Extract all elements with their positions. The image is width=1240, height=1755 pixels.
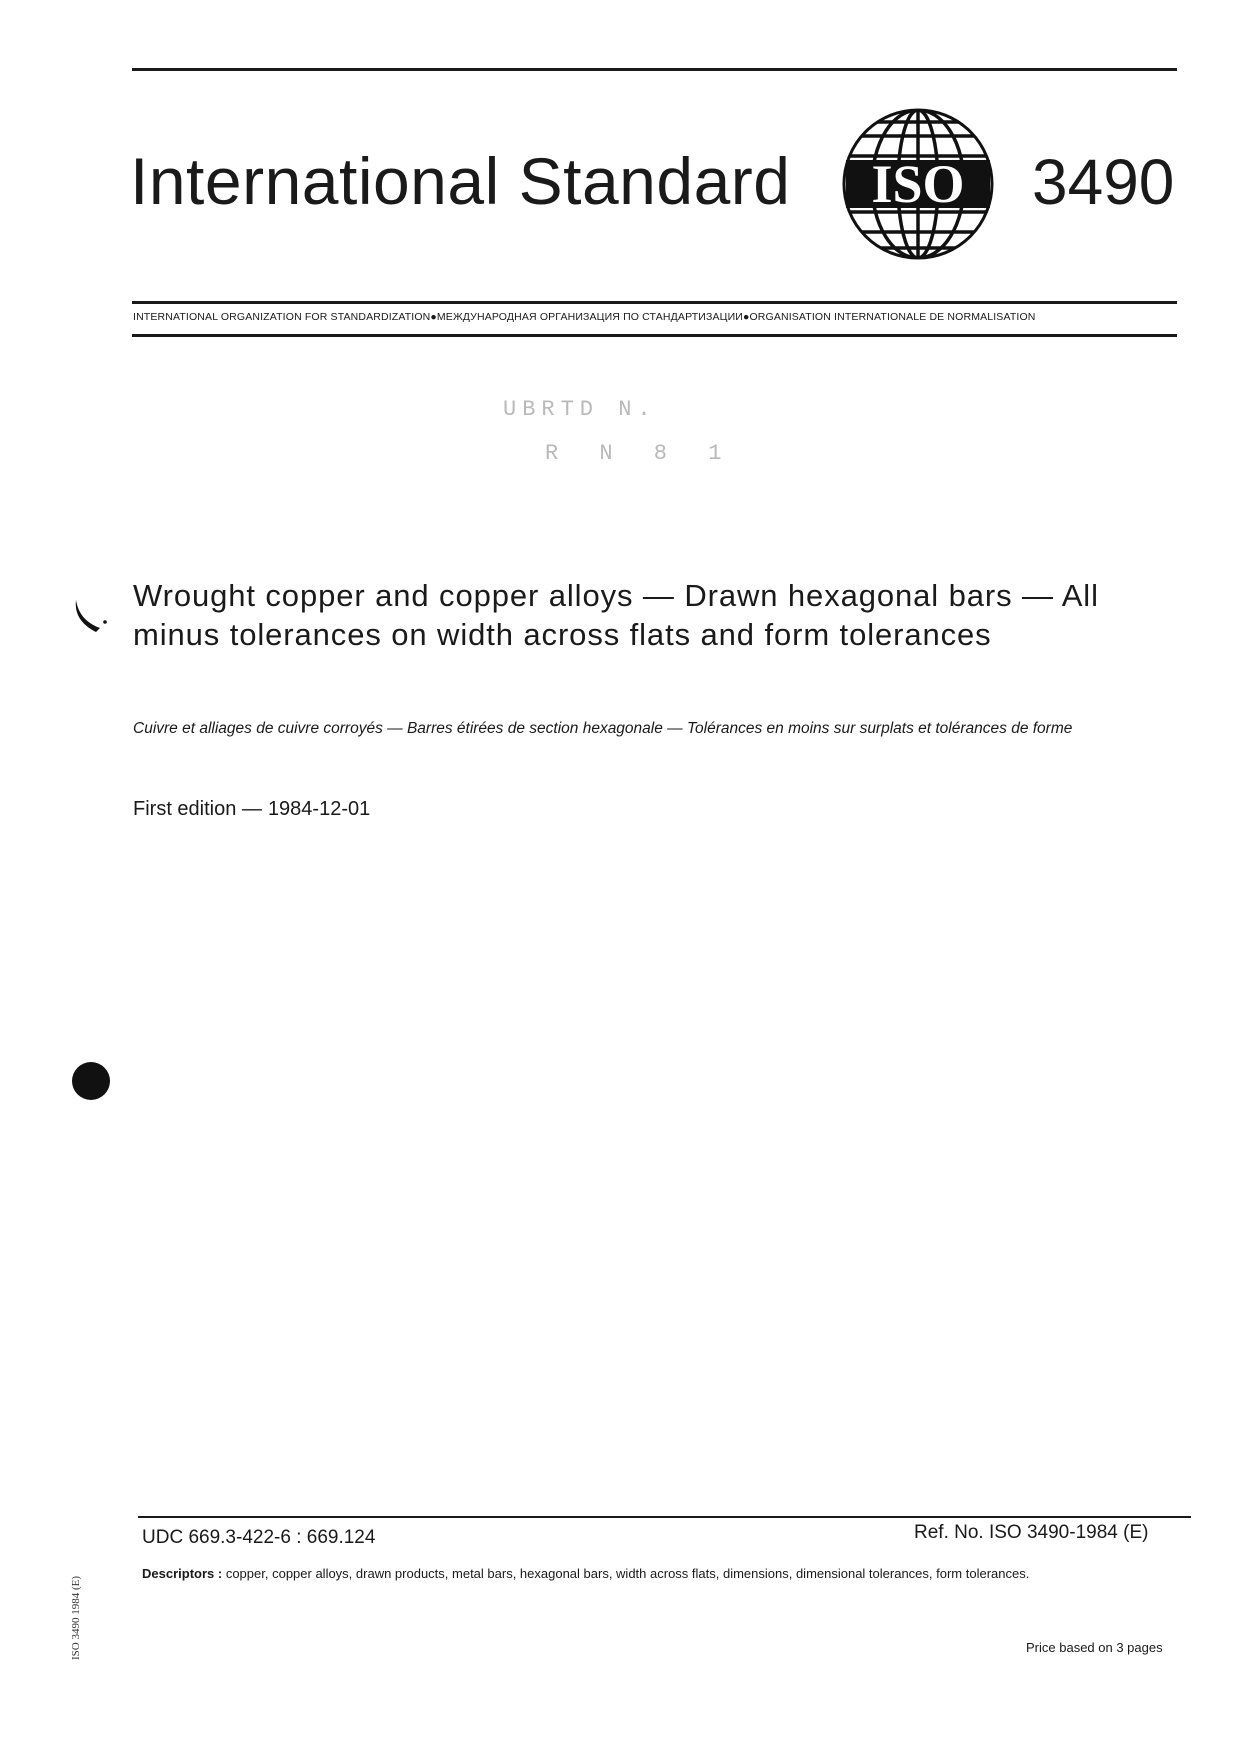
- udc-code: UDC 669.3-422-6 : 669.124: [142, 1527, 376, 1548]
- document-title-french: Cuivre et alliages de cuivre corroyés — Barres étirées de section hexagonale — Tolérances en moins sur surplats et tolérances de forme: [133, 720, 1073, 737]
- organization-names: INTERNATIONAL ORGANIZATION FOR STANDARDIZATION●МЕЖДУНАРОДНАЯ ОРГАНИЗАЦИЯ ПО СТАНДАРТИЗАЦИИ●ORGANISATION INTERNATIONALE DE NORMALISATION: [133, 311, 1036, 323]
- top-rule: [132, 68, 1177, 71]
- punch-hole: [72, 1062, 110, 1100]
- page-title: International Standard: [130, 144, 791, 218]
- iso-logo-text: ISO: [871, 154, 965, 214]
- descriptors: [142, 1564, 1194, 1584]
- organization-rule-top: [132, 301, 1177, 304]
- reference-number: Ref. No. ISO 3490-1984 (E): [914, 1522, 1149, 1543]
- edition-label: First edition —: [133, 798, 262, 820]
- side-document-code: ISO 3490 1984 (E): [70, 1575, 82, 1660]
- document-title: Wrought copper and copper alloys — Drawn hexagonal bars — All minus tolerances on width across flats and form tolerances: [133, 578, 1099, 652]
- organization-rule-bottom: [132, 334, 1177, 337]
- price-note: Price based on 3 pages: [1026, 1640, 1163, 1655]
- iso-globe-logo: [840, 106, 996, 262]
- descriptors-text: copper, copper alloys, drawn products, metal bars, hexagonal bars, width across flats, dimensions, dimensional tolerances, form tolerances.: [225, 1566, 1030, 1581]
- received-stamp: [485, 397, 736, 477]
- edition-date: 1984-12-01: [267, 798, 371, 820]
- edition-line: [133, 798, 370, 821]
- standard-number: 3490: [1032, 146, 1175, 218]
- stamp-line-2: R N 8 1: [545, 441, 736, 466]
- footer-rule: [138, 1516, 1191, 1518]
- margin-mark-icon: [70, 598, 110, 634]
- stamp-line-1: UBRTD N.: [503, 397, 657, 422]
- descriptors-label: Descriptors :: [142, 1566, 223, 1581]
